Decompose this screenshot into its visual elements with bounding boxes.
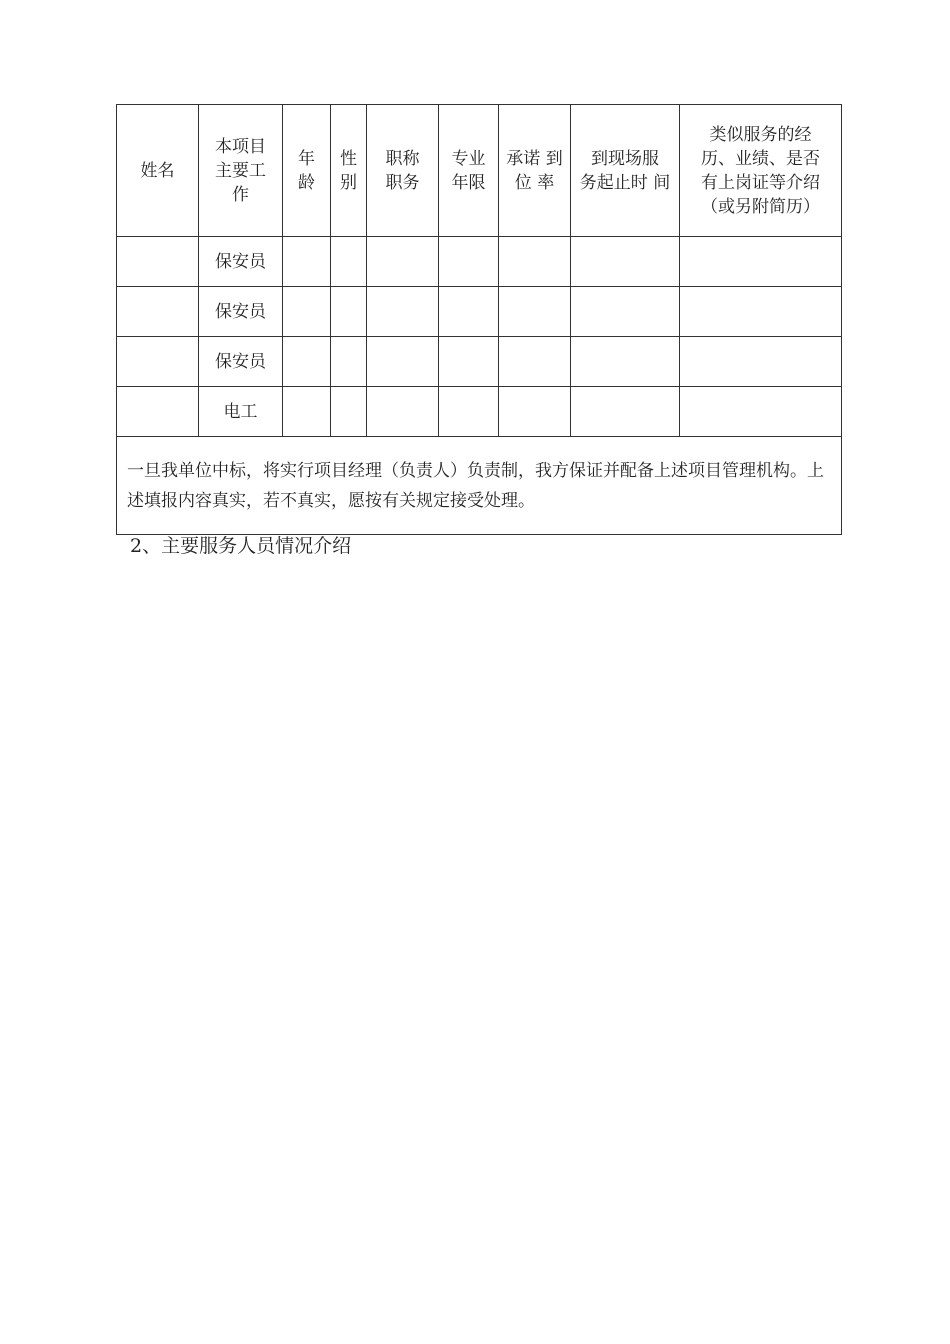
table-cell bbox=[367, 287, 439, 337]
table-cell bbox=[331, 337, 367, 387]
table-cell bbox=[331, 387, 367, 437]
table-header-row bbox=[117, 105, 842, 237]
table-cell: 保安员 bbox=[199, 337, 283, 387]
staff-table bbox=[116, 104, 842, 535]
table-cell bbox=[117, 337, 199, 387]
table-cell bbox=[331, 237, 367, 287]
table-cell bbox=[283, 287, 331, 337]
header-gender: 性 别 bbox=[331, 105, 367, 237]
header-experience-intro: 类似服务的经 历、业绩、是否 有上岗证等介绍 （或另附简历） bbox=[680, 105, 842, 237]
table-cell bbox=[680, 387, 842, 437]
table-cell bbox=[571, 337, 680, 387]
table-cell bbox=[367, 337, 439, 387]
table-cell bbox=[439, 337, 499, 387]
table-cell bbox=[117, 287, 199, 337]
header-main-work: 本项目 主要工 作 bbox=[199, 105, 283, 237]
table-cell bbox=[439, 237, 499, 287]
table-cell bbox=[283, 237, 331, 287]
table-cell: 保安员 bbox=[199, 287, 283, 337]
section-heading: 2、主要服务人员情况介绍 bbox=[130, 535, 352, 557]
header-name: 姓名 bbox=[117, 105, 199, 237]
table-cell bbox=[680, 237, 842, 287]
table-row bbox=[117, 287, 842, 337]
header-service-period: 到现场服 务起止时 间 bbox=[571, 105, 680, 237]
table-cell bbox=[499, 337, 571, 387]
table-cell bbox=[571, 237, 680, 287]
header-years-experience: 专业 年限 bbox=[439, 105, 499, 237]
table-cell bbox=[367, 237, 439, 287]
table-cell bbox=[680, 337, 842, 387]
header-title-position: 职称 职务 bbox=[367, 105, 439, 237]
table-cell bbox=[367, 387, 439, 437]
table-cell bbox=[439, 287, 499, 337]
table-cell bbox=[680, 287, 842, 337]
table-cell bbox=[499, 387, 571, 437]
table-row bbox=[117, 337, 842, 387]
table-cell bbox=[499, 237, 571, 287]
table-cell bbox=[331, 287, 367, 337]
commitment-note: 一旦我单位中标，将实行项目经理（负责人）负责制，我方保证并配备上述项目管理机构。上述填报内容真实，若不真实，愿按有关规定接受处理。 bbox=[117, 437, 842, 535]
header-age: 年 龄 bbox=[283, 105, 331, 237]
table-cell bbox=[571, 287, 680, 337]
table-cell bbox=[439, 387, 499, 437]
table-cell bbox=[283, 387, 331, 437]
table-cell bbox=[117, 237, 199, 287]
table-cell: 电工 bbox=[199, 387, 283, 437]
table-cell: 保安员 bbox=[199, 237, 283, 287]
table-cell bbox=[571, 387, 680, 437]
table-cell bbox=[117, 387, 199, 437]
header-attendance-rate: 承诺 到 位 率 bbox=[499, 105, 571, 237]
table-row bbox=[117, 237, 842, 287]
table-cell bbox=[283, 337, 331, 387]
table-row bbox=[117, 387, 842, 437]
commitment-note-row bbox=[117, 437, 842, 535]
table-cell bbox=[499, 287, 571, 337]
